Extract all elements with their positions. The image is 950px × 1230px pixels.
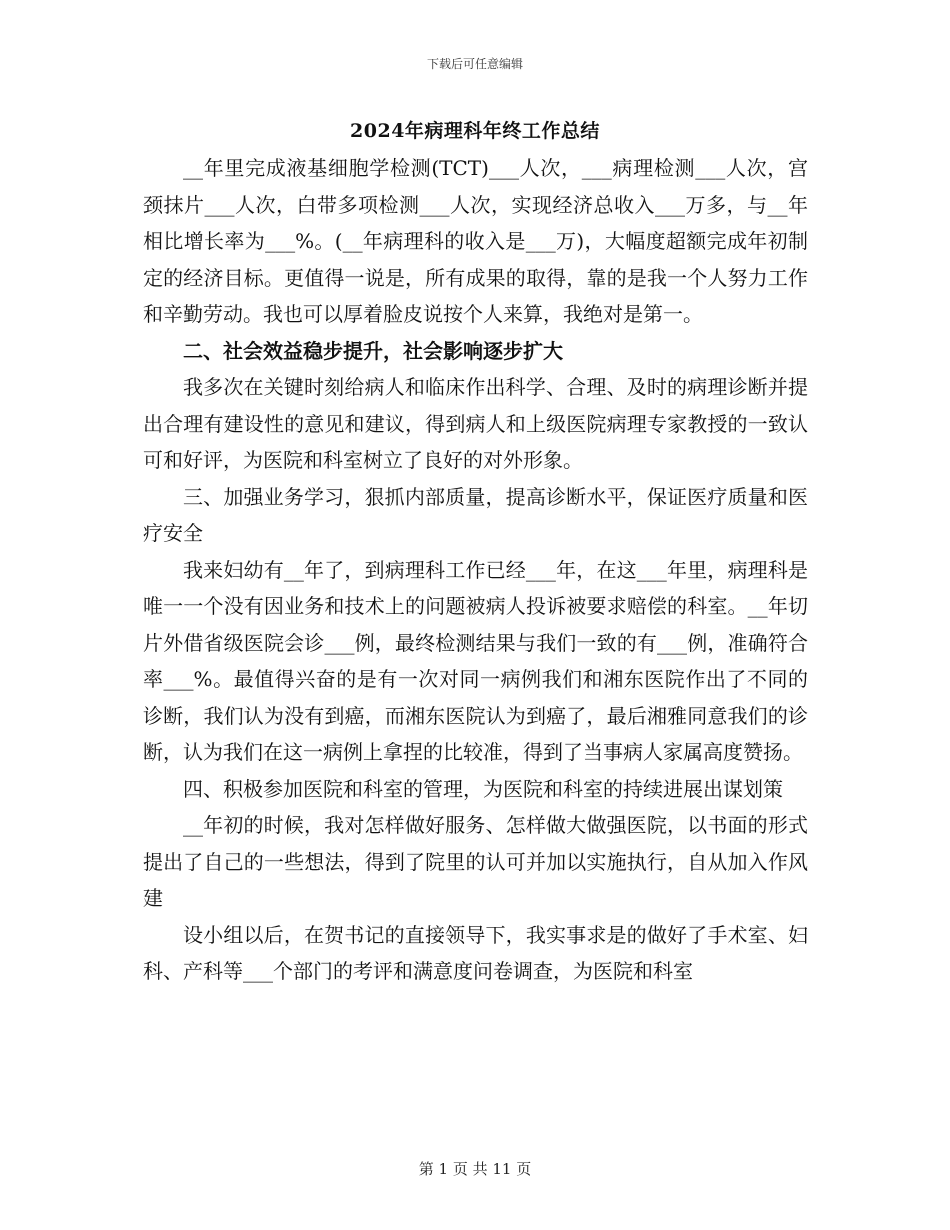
section-heading-3: 三、加强业务学习，狠抓内部质量，提高诊断水平，保证医疗质量和医疗安全 bbox=[143, 484, 808, 545]
paragraph-continuation: 设小组以后，在贺书记的直接领导下，我实事求是的做好了手术室、妇科、产科等___个部门的考评和满意度问卷调查，为医院和科室 bbox=[143, 922, 808, 983]
paragraph-social-benefit: 我多次在关键时刻给病人和临床作出科学、合理、及时的病理诊断并提出合理有建设性的意见和建议，得到病人和上级医院病理专家教授的一致认可和好评，为医院和科室树立了良好的对外形象。 bbox=[143, 375, 808, 472]
header-note: 下载后可任意编辑 bbox=[426, 57, 523, 71]
paragraph-quality: 我来妇幼有__年了，到病理科工作已经___年，在这___年里，病理科是唯一一个没有因业务和技术上的问题被病人投诉被要求赔偿的科室。__年切片外借省级医院会诊___例，最终检测结果与我们一致的有___例，准确符合率___%。最值得兴奋的是有一次对同一病例我们和湘东医院作出了不同的诊断，我们认为没有到癌，而湘东医院认为到癌了，最后湘雅同意我们的诊断，认为我们在这一病例上拿捏的比较准，得到了当事病人家属高度赞扬。 bbox=[143, 557, 808, 764]
document-title: 2024年病理科年终工作总结 bbox=[350, 120, 600, 142]
section-heading-2: 二、社会效益稳步提升，社会影响逐步扩大 bbox=[183, 338, 563, 363]
paragraph-management: __年初的时候，我对怎样做好服务、怎样做大做强医院，以书面的形式提出了自己的一些想法，得到了院里的认可并加以实施执行，自从加入作风建 bbox=[143, 813, 808, 910]
document-body bbox=[143, 150, 808, 990]
paragraph-summary: __年里完成液基细胞学检测(TCT)___人次，___病理检测___人次，宫颈抹片___人次，白带多项检测___人次，实现经济总收入___万多，与__年相比增长率为___%。(__年病理科的收入是___万)，大幅度超额完成年初制定的经济目标。更值得一说是，所有成果的取得，靠的是我一个人努力工作和辛勤劳动。我也可以厚着脸皮说按个人来算，我绝对是第一。 bbox=[143, 156, 808, 326]
page-number: 第 1 页 共 11 页 bbox=[418, 1160, 532, 1178]
section-heading-4: 四、积极参加医院和科室的管理，为医院和科室的持续进展出谋划策 bbox=[183, 776, 783, 801]
